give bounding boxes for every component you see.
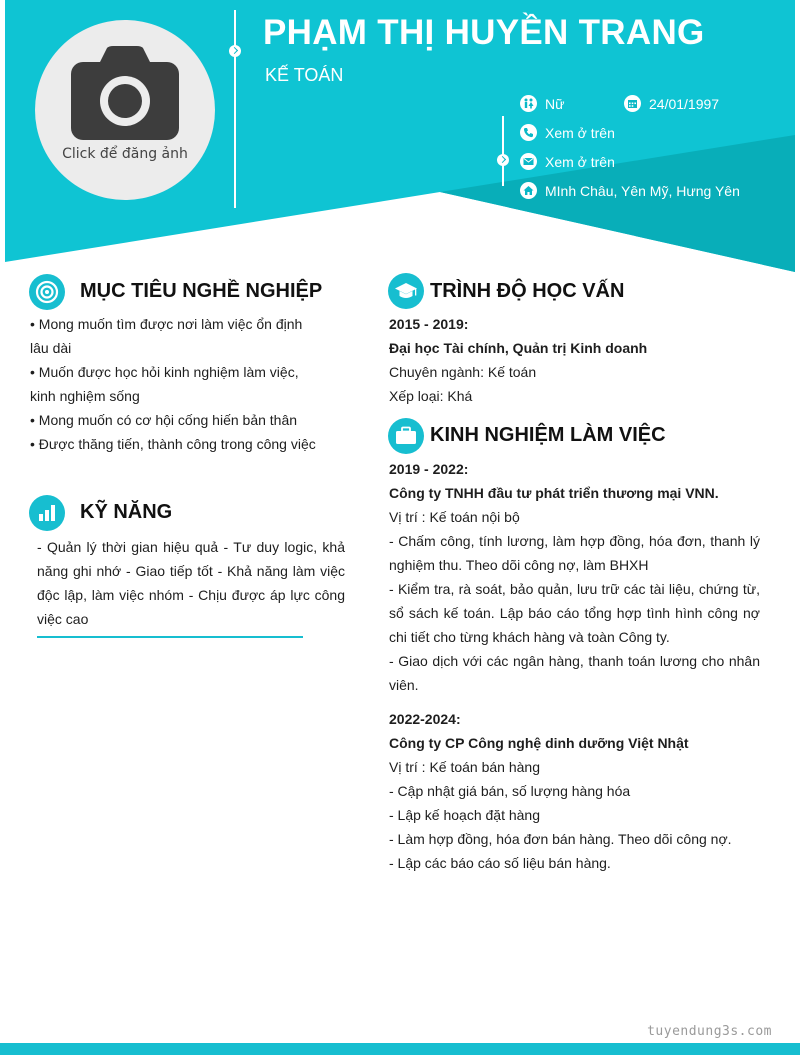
education-title: TRÌNH ĐỘ HỌC VẤN (430, 280, 625, 302)
job-company: Công ty CP Công nghệ dinh dưỡng Việt Nhật (389, 735, 689, 751)
photo-upload-label: Click để đăng ảnh (62, 146, 188, 162)
phone-value: Xem ở trên (545, 124, 615, 141)
avatar-upload[interactable] (35, 20, 215, 200)
candidate-name: PHẠM THỊ HUYỀN TRANG (263, 13, 705, 52)
job-line: - Chấm công, tính lương, làm hợp đồng, hóa đơn, thanh lý nghiệm thu. Theo dõi công nợ, làm BHXH (389, 533, 760, 573)
education-rank: Xếp loại: Khá (389, 388, 473, 404)
address-info (520, 182, 740, 199)
home-icon (520, 182, 537, 199)
experience-job-2 (389, 707, 760, 875)
job-period: 2019 - 2022: (389, 461, 469, 477)
gender-value: Nữ (545, 95, 565, 112)
job-period: 2022-2024: (389, 711, 461, 727)
header-divider-line (234, 10, 236, 208)
job-line: - Lập các báo cáo số liệu bán hàng. (389, 855, 611, 871)
chevron-right-icon (497, 154, 509, 166)
gender-info (520, 95, 564, 112)
graduation-cap-icon (388, 273, 424, 309)
address-value: MInh Châu, Yên Mỹ, Hưng Yên (545, 182, 740, 199)
job-line: - Làm hợp đồng, hóa đơn bán hàng. Theo dõi công nợ. (389, 831, 732, 847)
skills-text: - Quản lý thời gian hiệu quả - Tư duy logic, khả năng ghi nhớ - Giao tiếp tốt - Khả năng làm việc độc lập, làm việc nhóm - Chịu được áp lực công việc cao (37, 539, 345, 627)
list-item: • Mong muốn tìm được nơi làm việc ổn định lâu dài (30, 316, 303, 356)
phone-info (520, 124, 615, 141)
education-period: 2015 - 2019: (389, 316, 469, 332)
chevron-right-icon (229, 45, 241, 57)
calendar-icon (624, 95, 641, 112)
watermark: tuyendung3s.com (647, 1024, 772, 1039)
gender-icon (520, 95, 537, 112)
education-details (389, 312, 769, 408)
job-company: Công ty TNHH đầu tư phát triển thương mại VNN. (389, 485, 719, 501)
experience-title: KINH NGHIỆM LÀM VIỆC (430, 424, 666, 446)
birthday-info (624, 95, 719, 112)
job-title: KẾ TOÁN (265, 65, 344, 85)
phone-icon (520, 124, 537, 141)
footer-bar (0, 1043, 800, 1055)
briefcase-icon (388, 418, 424, 454)
email-icon (520, 153, 537, 170)
objective-title: MỤC TIÊU NGHỀ NGHIỆP (80, 280, 323, 302)
camera-icon (71, 46, 179, 140)
list-item: • Mong muốn có cơ hội cống hiến bản thân (30, 412, 298, 428)
chart-icon (29, 495, 65, 531)
job-line: Vị trí : Kế toán bán hàng (389, 759, 540, 775)
list-item: • Muốn được học hỏi kinh nghiệm làm việc, kinh nghiệm sống (30, 364, 299, 404)
education-major: Chuyên ngành: Kế toán (389, 364, 537, 380)
job-line: - Cập nhật giá bán, số lượng hàng hóa (389, 783, 631, 799)
objective-list (30, 312, 320, 456)
education-school: Đại học Tài chính, Quản trị Kinh doanh (389, 340, 648, 356)
job-line: Vị trí : Kế toán nội bộ (389, 509, 520, 525)
contact-divider-line (502, 116, 504, 186)
birthday-value: 24/01/1997 (649, 95, 720, 112)
job-line: - Giao dịch với các ngân hàng, thanh toán lương cho nhân viên. (389, 653, 760, 693)
email-info (520, 153, 615, 170)
skills-title: KỸ NĂNG (80, 501, 173, 523)
skills-divider (37, 636, 303, 638)
job-line: - Kiểm tra, rà soát, bảo quản, lưu trữ các tài liệu, chứng từ, sổ sách kế toán. Lập báo cáo tổng hợp tình hình công nợ chi tiết cho từng khách hàng và toàn Công ty. (389, 581, 760, 645)
job-line: - Lập kế hoạch đặt hàng (389, 807, 541, 823)
email-value: Xem ở trên (545, 153, 615, 170)
target-icon (29, 274, 65, 310)
experience-job-1 (389, 457, 760, 697)
list-item: • Được thăng tiến, thành công trong công việc (30, 436, 316, 452)
